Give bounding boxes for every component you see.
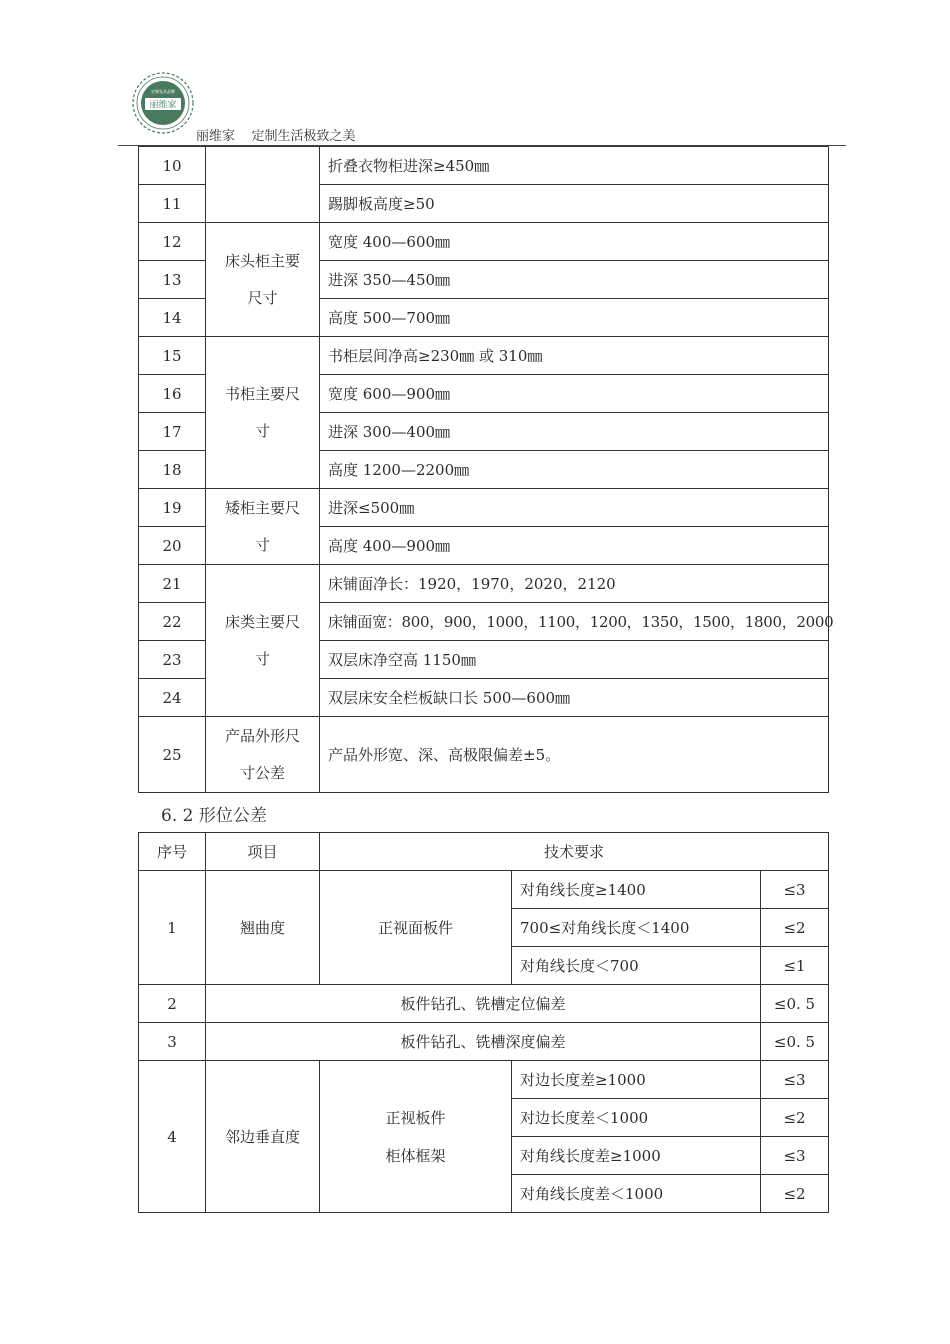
row-number: 1 [139, 871, 206, 985]
group-label-line: 寸 [254, 535, 270, 554]
table-row [139, 985, 829, 1023]
table-row [139, 1023, 829, 1061]
part-line: 正视板件 [385, 1108, 446, 1127]
table-row [139, 1061, 829, 1099]
row-number: 2 [139, 985, 206, 1023]
condition-cell: 对角线长度差＜1000 [512, 1175, 761, 1213]
description-cell: 板件钻孔、铣槽深度偏差 [206, 1023, 761, 1061]
row-number: 16 [139, 375, 206, 413]
condition-cell: 对边长度差＜1000 [512, 1099, 761, 1137]
row-number: 24 [139, 679, 206, 717]
row-number: 20 [139, 527, 206, 565]
requirement-cell: 床铺面宽：800，900，1000，1100，1200，1350，1500，1800，2000 [320, 603, 829, 641]
row-number: 25 [139, 717, 206, 793]
group-cell [206, 147, 320, 223]
row-number: 13 [139, 261, 206, 299]
row-number: 10 [139, 147, 206, 185]
section-title: 6. 2 形位公差 [161, 806, 267, 826]
condition-cell: 700≤对角线长度＜1400 [512, 909, 761, 947]
condition-cell: 对角线长度差≥1000 [512, 1137, 761, 1175]
requirement-cell: 书柜层间净高≥230㎜ 或 310㎜ [320, 337, 829, 375]
requirement-cell: 双层床安全栏板缺口长 500—600㎜ [320, 679, 829, 717]
header-text [196, 125, 356, 144]
header-item: 项目 [206, 833, 320, 871]
table-row [139, 871, 829, 909]
table-row [139, 147, 829, 185]
condition-cell: 对角线长度＜700 [512, 947, 761, 985]
logo-text: 丽维家 [149, 100, 177, 111]
table-row [139, 717, 829, 793]
value-cell: ≤2 [761, 1099, 829, 1137]
value-cell: ≤2 [761, 909, 829, 947]
requirement-cell: 高度 1200—2200㎜ [320, 451, 829, 489]
page-header [118, 70, 846, 146]
requirement-cell: 高度 400—900㎜ [320, 527, 829, 565]
requirement-cell: 双层床净空高 1150㎜ [320, 641, 829, 679]
table-row [139, 489, 829, 527]
slogan: 定制生活极致之美 [251, 129, 356, 144]
group-label-line: 尺寸 [247, 288, 278, 307]
row-number: 19 [139, 489, 206, 527]
header-no: 序号 [139, 833, 206, 871]
value-cell: ≤1 [761, 947, 829, 985]
requirement-cell: 宽度 600—900㎜ [320, 375, 829, 413]
table-header-row [139, 833, 829, 871]
value-cell: ≤3 [761, 1061, 829, 1099]
company-logo [132, 72, 194, 134]
value-cell: ≤3 [761, 1137, 829, 1175]
group-label-line: 寸公差 [239, 763, 285, 782]
row-number: 17 [139, 413, 206, 451]
row-number: 4 [139, 1061, 206, 1213]
requirement-cell: 产品外形宽、深、高极限偏差±5。 [320, 717, 829, 793]
requirement-cell: 宽度 400—600㎜ [320, 223, 829, 261]
row-number: 3 [139, 1023, 206, 1061]
group-label-line: 产品外形尺 [224, 726, 300, 745]
table-row [139, 337, 829, 375]
row-number: 23 [139, 641, 206, 679]
group-cell-bookcase [206, 337, 320, 489]
company-name: 丽维家 [196, 129, 236, 144]
item-cell: 翘曲度 [206, 871, 320, 985]
group-cell-lowcabinet [206, 489, 320, 565]
description-cell: 板件钻孔、铣槽定位偏差 [206, 985, 761, 1023]
item-cell: 邻边垂直度 [206, 1061, 320, 1213]
row-number: 12 [139, 223, 206, 261]
dimension-table [138, 146, 834, 793]
logo-small-text: 定制家具品牌 [151, 89, 175, 94]
group-cell-bedside [206, 223, 320, 337]
value-cell: ≤0. 5 [761, 985, 829, 1023]
part-cell: 正视面板件 [320, 871, 512, 985]
group-label-line: 寸 [254, 421, 270, 440]
group-cell-bed [206, 565, 320, 717]
header-requirement: 技术要求 [320, 833, 829, 871]
row-number: 21 [139, 565, 206, 603]
requirement-cell: 踢脚板高度≥50 [320, 185, 829, 223]
row-number: 11 [139, 185, 206, 223]
requirement-cell: 进深 350—450㎜ [320, 261, 829, 299]
row-number: 15 [139, 337, 206, 375]
value-cell: ≤3 [761, 871, 829, 909]
value-cell: ≤0. 5 [761, 1023, 829, 1061]
group-label-line: 寸 [254, 649, 270, 668]
group-label-line: 矮柜主要尺 [224, 498, 300, 517]
group-label-line: 床头柜主要 [224, 251, 300, 270]
value-cell: ≤2 [761, 1175, 829, 1213]
requirement-cell: 高度 500—700㎜ [320, 299, 829, 337]
tolerance-table [138, 832, 829, 1213]
row-number: 22 [139, 603, 206, 641]
table-row [139, 223, 829, 261]
row-number: 14 [139, 299, 206, 337]
requirement-cell: 进深 300—400㎜ [320, 413, 829, 451]
group-label-line: 床类主要尺 [224, 612, 300, 631]
condition-cell: 对角线长度≥1400 [512, 871, 761, 909]
condition-cell: 对边长度差≥1000 [512, 1061, 761, 1099]
group-label-line: 书柜主要尺 [224, 384, 300, 403]
row-number: 18 [139, 451, 206, 489]
part-line: 柜体框架 [385, 1146, 446, 1165]
part-cell [320, 1061, 512, 1213]
requirement-cell: 进深≤500㎜ [320, 489, 829, 527]
group-cell-tolerance [206, 717, 320, 793]
table-row [139, 565, 829, 603]
requirement-cell: 折叠衣物柜进深≥450㎜ [320, 147, 829, 185]
requirement-cell: 床铺面净长：1920，1970，2020，2120 [320, 565, 829, 603]
